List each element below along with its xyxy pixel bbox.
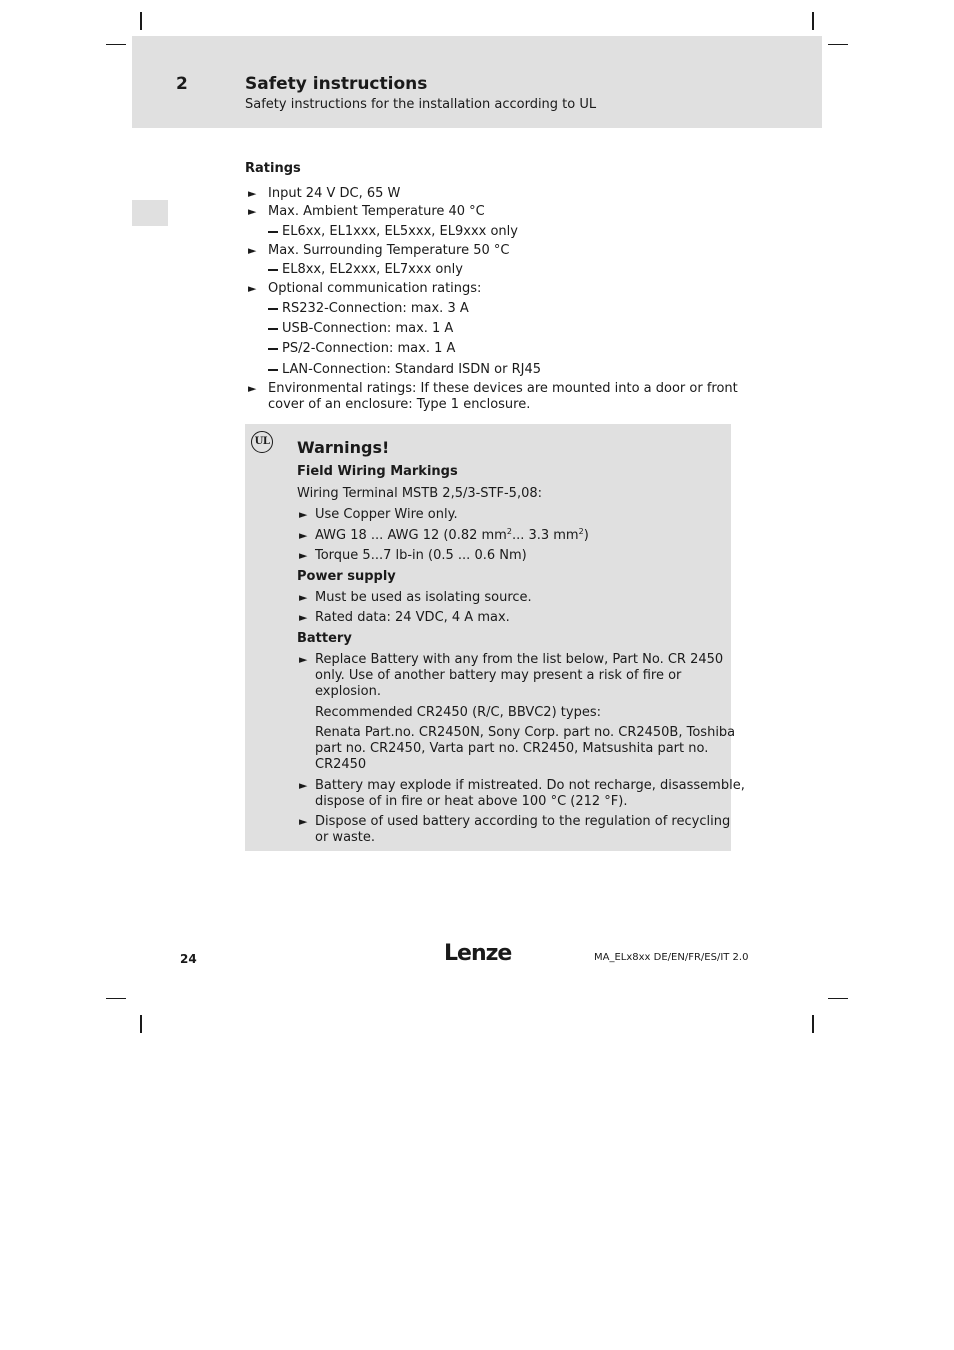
- dash-icon: [268, 328, 278, 330]
- list-item: Dispose of used battery according to the regulation of recycling: [315, 814, 731, 829]
- crop-mark: [106, 44, 126, 45]
- list-item-continued: cover of an enclosure: Type 1 enclosure.: [268, 397, 531, 412]
- list-item: [315, 528, 589, 544]
- list-subitem: RS232-Connection: max. 3 A: [282, 301, 469, 316]
- dash-icon: [268, 269, 278, 271]
- bullet-icon: ►: [299, 653, 308, 666]
- list-item: Replace Battery with any from the list below, Part No. CR 2450: [315, 652, 724, 667]
- battery-types: part no. CR2450, Varta part no. CR2450, Matsushita part no.: [315, 741, 709, 756]
- awg-range-text: AWG 18 ... AWG 12 (0.82 mm: [315, 528, 507, 543]
- superscript: 2: [506, 527, 512, 536]
- field-wiring-heading: Field Wiring Markings: [297, 464, 458, 479]
- chapter-header: [132, 36, 822, 128]
- crop-mark: [106, 998, 126, 999]
- bullet-icon: ►: [248, 282, 257, 295]
- list-item: Must be used as isolating source.: [315, 590, 532, 605]
- bullet-icon: ►: [299, 815, 308, 828]
- field-wiring-intro: Wiring Terminal MSTB 2,5/3-STF-5,08:: [297, 486, 542, 501]
- battery-types: Renata Part.no. CR2450N, Sony Corp. part no. CR2450B, Toshiba: [315, 725, 736, 740]
- list-subitem: EL6xx, EL1xxx, EL5xxx, EL9xxx only: [282, 224, 518, 239]
- bullet-icon: ►: [299, 591, 308, 604]
- crop-mark: [140, 12, 142, 30]
- awg-range-text: ... 3.3 mm: [511, 528, 579, 543]
- bullet-icon: ►: [299, 611, 308, 624]
- awg-range-text: ): [583, 528, 589, 543]
- chapter-number: 2: [176, 74, 188, 94]
- bullet-icon: ►: [248, 382, 257, 395]
- bullet-icon: ►: [248, 187, 257, 200]
- crop-mark: [828, 44, 848, 45]
- list-item: Max. Ambient Temperature 40 °C: [268, 204, 485, 219]
- list-subitem: PS/2-Connection: max. 1 A: [282, 341, 456, 356]
- bullet-icon: ►: [248, 205, 257, 218]
- page-number: 24: [180, 952, 197, 966]
- crop-mark: [140, 1015, 142, 1033]
- list-item: Environmental ratings: If these devices are mounted into a door or front: [268, 381, 738, 396]
- list-item: Input 24 V DC, 65 W: [268, 186, 401, 201]
- list-item-continued: or waste.: [315, 830, 376, 845]
- crop-mark: [812, 1015, 814, 1033]
- list-item: Max. Surrounding Temperature 50 °C: [268, 243, 510, 258]
- lenze-logo: Lenze: [444, 941, 512, 966]
- list-item-continued: dispose of in fire or heat above 100 °C (212 °F).: [315, 794, 628, 809]
- list-item: Rated data: 24 VDC, 4 A max.: [315, 610, 510, 625]
- list-item: Battery may explode if mistreated. Do not recharge, disassemble,: [315, 778, 745, 793]
- battery-heading: Battery: [297, 631, 352, 646]
- chapter-tab: [132, 200, 168, 226]
- dash-icon: [268, 308, 278, 310]
- battery-types: CR2450: [315, 757, 367, 772]
- bullet-icon: ►: [299, 779, 308, 792]
- ratings-heading: Ratings: [245, 161, 301, 176]
- list-item-continued: explosion.: [315, 684, 381, 699]
- dash-icon: [268, 369, 278, 371]
- list-item-continued: only. Use of another battery may present a risk of fire or: [315, 668, 682, 683]
- document-id: MA_ELx8xx DE/EN/FR/ES/IT 2.0: [594, 952, 749, 963]
- list-item: Optional communication ratings:: [268, 281, 482, 296]
- list-subitem: USB-Connection: max. 1 A: [282, 321, 454, 336]
- superscript: 2: [578, 527, 584, 536]
- page-subtitle: Safety instructions for the installation according to UL: [245, 97, 597, 112]
- warnings-title: Warnings!: [297, 438, 390, 457]
- list-item: Torque 5...7 lb-in (0.5 ... 0.6 Nm): [315, 548, 527, 563]
- dash-icon: [268, 348, 278, 350]
- bullet-icon: ►: [299, 529, 308, 542]
- list-item: Use Copper Wire only.: [315, 507, 458, 522]
- ul-mark-icon: UL: [251, 431, 273, 453]
- crop-mark: [828, 998, 848, 999]
- battery-recommendation: Recommended CR2450 (R/C, BBVC2) types:: [315, 705, 601, 720]
- page-title: Safety instructions: [245, 74, 428, 94]
- list-subitem: LAN-Connection: Standard ISDN or RJ45: [282, 362, 541, 377]
- bullet-icon: ►: [299, 549, 308, 562]
- crop-mark: [812, 12, 814, 30]
- bullet-icon: ►: [248, 244, 257, 257]
- list-subitem: EL8xx, EL2xxx, EL7xxx only: [282, 262, 463, 277]
- bullet-icon: ►: [299, 508, 308, 521]
- power-supply-heading: Power supply: [297, 569, 396, 584]
- dash-icon: [268, 231, 278, 233]
